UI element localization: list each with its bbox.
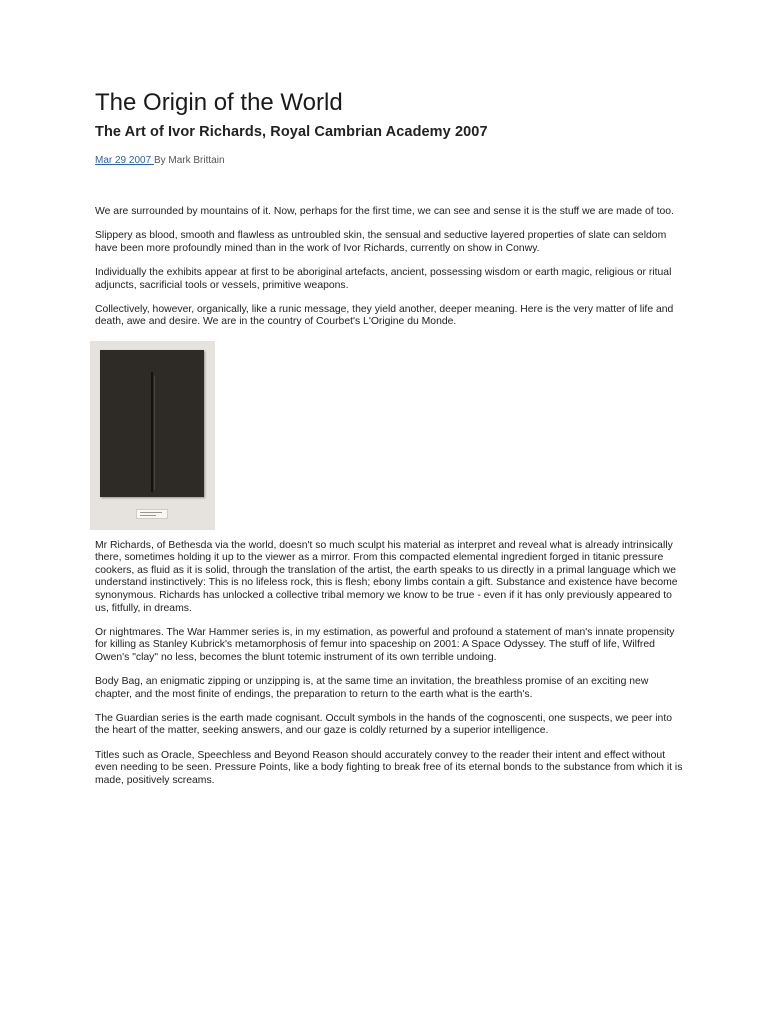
article-title: The Origin of the World [95, 89, 343, 116]
paragraph: Mr Richards, of Bethesda via the world, doesn't so much sculpt his material as interpret and reveal what is already intrinsically there, sometimes holding it up to the viewer as a mirror. From this compacted elemental ingredient forged in titanic pressure cookers, as fluid as it is solid, through the translation of the artist, the earth speaks to us directly in a primal language which we understand instinctively: This is no lifeless rock, this is flesh; ebony limbs contain a gift. Substance and existence have become synonymous. Richards has unlocked a collective tribal memory we know to be true - even if it has only previously appeared to us, fitfully, in dreams. [95, 539, 678, 614]
article-body [95, 206, 685, 787]
author-name: By Mark Brittain [153, 155, 225, 166]
wall-label-line [140, 515, 156, 516]
slate-sculpture [100, 350, 204, 497]
paragraph: Slippery as blood, smooth and flawless as untroubled skin, the sensual and seductive layered properties of slate can seldom have been more profoundly mined than in the work of Ivor Richards, currently on show in Conwy. [95, 230, 667, 254]
slate-slit [151, 372, 153, 492]
paragraph: We are surrounded by mountains of it. Now, perhaps for the first time, we can see and sense it is the stuff we are made of too. [95, 206, 674, 217]
paragraph: The Guardian series is the earth made cognisant. Occult symbols in the hands of the cognoscenti, one suspects, we peer into the heart of the matter, seeking answers, and our gaze is coldly returned by a superior intelligence. [95, 712, 673, 737]
paragraph: Or nightmares. The War Hammer series is, in my estimation, as powerful and profound a statement of man's innate propensity for killing as Stanley Kubrick's metamorphosis of femur into spaceship on 2001: A Space Odyssey. The stuff of life, Wilfred Owen's "clay" no less, becomes the blunt totemic instrument of its own terrible undoing. [95, 626, 675, 663]
wall-label [136, 509, 168, 519]
wall-label-line [140, 512, 162, 513]
artwork-photo [90, 341, 215, 530]
byline [95, 154, 685, 168]
article-subtitle: The Art of Ivor Richards, Royal Cambrian Academy 2007 [95, 124, 488, 140]
paragraph: Titles such as Oracle, Speechless and Beyond Reason should accurately convey to the reader their intent and effect without even needing to be seen. Pressure Points, like a body fighting to break free of its eternal bonds to the substance from which it is made, positively screams. [95, 749, 683, 786]
paragraph: Body Bag, an enigmatic zipping or unzipping is, at the same time an invitation, the breathless promise of an exciting new chapter, and the most finite of endings, the preparation to return to the earth what is the earth's. [95, 676, 649, 700]
paragraph: Collectively, however, organically, like a runic message, they yield another, deeper meaning. Here is the very matter of life and death, awe and desire. We are in the country of Courbet's L'Origine du Monde. [95, 303, 674, 328]
date-link[interactable]: Mar 29 2007 [95, 155, 154, 166]
slate-highlight [154, 376, 155, 490]
article [95, 88, 685, 799]
paragraph: Individually the exhibits appear at first to be aboriginal artefacts, ancient, possessing wisdom or earth magic, religious or ritual adjuncts, sacrificial tools or vessels, primitive weapons. [95, 266, 672, 291]
